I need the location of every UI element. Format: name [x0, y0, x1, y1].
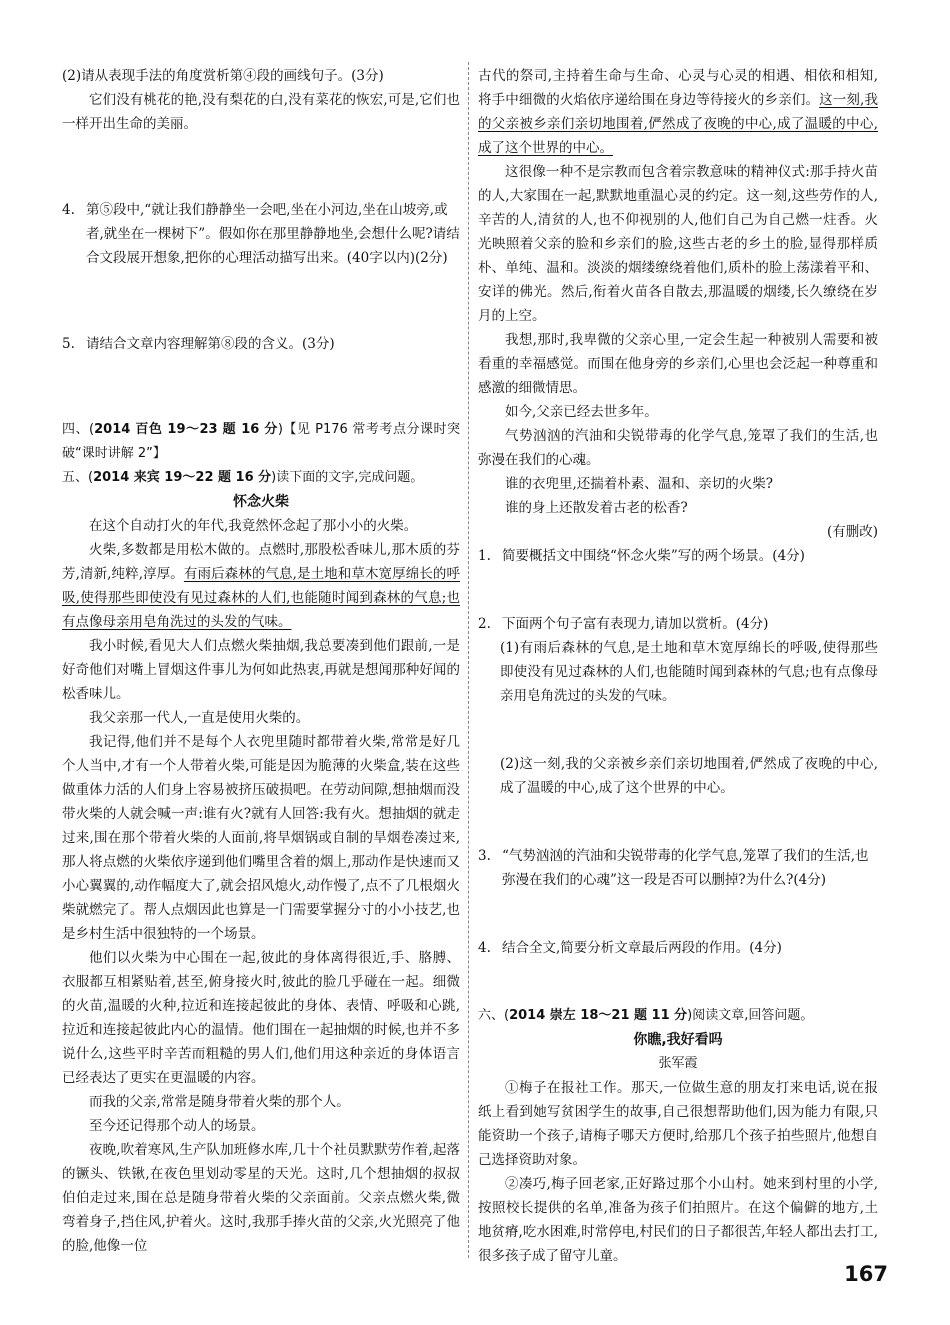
question-5 [62, 332, 460, 356]
article-paragraph: 夜晚,吹着寒风,生产队加班修水库,几十个社员默默劳作着,起落的镢头、铁锹,在夜色里划动零星的天光。这时,几个想抽烟的叔叔伯伯走过来,围在总是随身带着火柴的父亲面前。父亲点燃火柴,微弯着身子,挡住风,护着火。这时,我那手捧火苗的父亲,火光照亮了他的脸,他像一位 [62, 1142, 460, 1254]
left-column [62, 64, 460, 1258]
article-paragraph: 而我的父亲,常常是随身带着火柴的那个人。 [89, 1094, 350, 1110]
question-number: 3. [478, 848, 491, 864]
article-paragraph: 火柴,多数都是用松木做的。点燃时,那股松香味儿,那木质的芬芳,清新,纯粹,淳厚。有雨后森林的气息,是土地和草木宽厚绵长的呼吸,使得那些即使没有见过森林的人们,也能随时闻到森林的气息;也有点像母亲用皂角洗过的头发的气味。 [62, 542, 461, 630]
question-2 [478, 612, 878, 636]
question-text: 请结合文章内容理解第⑧段的含义。(3分) [86, 336, 335, 352]
question-text: 下面两个句子富有表现力,请加以赏析。(4分) [502, 616, 769, 632]
underlined-sentence: 有雨后森林的气息,是土地和草木宽厚绵长的呼吸,使得那些即使没有见过森林的人们,也能随时闻到森林的气息;也有点像母亲用皂角洗过的头发的气味。 [62, 566, 461, 630]
question-text: “气势汹汹的汽油和尖锐带毒的化学气息,笼罩了我们的生活,也弥漫在我们的心魂”这一段是否可以删掉?为什么?(4分) [502, 848, 869, 888]
article-paragraph: 气势汹汹的汽油和尖锐带毒的化学气息,笼罩了我们的生活,也弥漫在我们的心魂。 [478, 428, 878, 468]
source-note: (有删改) [826, 524, 878, 540]
section-6-heading: 六、(2014 崇左 18～21 题 11 分)阅读文章,回答问题。 [478, 1008, 814, 1023]
question-4 [478, 936, 878, 960]
article-paragraph: ①梅子在报社工作。那天,一位做生意的朋友打来电话,说在报纸上看到她写贫困学生的故事,自己很想帮助他们,因为能力有限,只能资助一个孩子,请梅子哪天方便时,给那几个孩子拍些照片,他想自己选择资助对象。 [478, 1080, 878, 1168]
question-1 [478, 544, 878, 568]
right-column [478, 64, 878, 1268]
question-number: 4. [62, 202, 75, 218]
question-number: 4. [478, 940, 491, 956]
article-paragraph: 谁的衣兜里,还揣着朴素、温和、亲切的火柴? [505, 476, 774, 492]
article-paragraph: 在这个自动打火的年代,我竟然怀念起了那小小的火柴。 [89, 518, 418, 534]
article-paragraph: 古代的祭司,主持着生命与生命、心灵与心灵的相遇、相依和相知,将手中细微的火焰依序递给围在身边等待接火的乡亲们。这一刻,我的父亲被乡亲们亲切地围着,俨然成了夜晚的中心,成了温暖的中心,成了这个世界的中心。 [478, 68, 878, 156]
question-3 [478, 844, 878, 892]
question-2-quote: 它们没有桃花的艳,没有梨花的白,没有菜花的恢宏,可是,它们也一样开出生命的美丽。 [62, 92, 460, 132]
article-paragraph: 他们以火柴为中心围在一起,彼此的身体离得很近,手、胳膊、衣服都互相紧贴着,甚至,俯身接火时,彼此的脸几乎碰在一起。细微的火苗,温暖的火种,拉近和连接起彼此的身体、表情、呼吸和心跳,拉近和连接起彼此内心的温情。他们围在一起抽烟的时候,也并不多说什么,这些平时辛苦而粗糙的男人们,他们用这种亲近的身体语言已经表达了更实在更温暖的内容。 [62, 950, 460, 1086]
page-number: 167 [844, 1262, 888, 1286]
question-text: 第⑤段中,“就让我们静静坐一会吧,坐在小河边,坐在山坡旁,或者,就坐在一棵树下”。假如你在那里静静地坐,会想什么呢?请结合文段展开想象,把你的心理活动描写出来。(40字以内)(2分) [86, 202, 460, 266]
question-2-sub-1: (1)有雨后森林的气息,是土地和草木宽厚绵长的呼吸,使得那些即使没有见过森林的人们,也能随时闻到森林的气息;也有点像母亲用皂角洗过的头发的气味。 [500, 640, 878, 704]
article-paragraph: 这很像一种不是宗教而包含着宗教意味的精神仪式:那手持火苗的人,大家围在一起,默默地重温心灵的约定。这一刻,这些劳作的人,辛苦的人,清贫的人,也不仰视别的人,他们自己为自己燃一炷香。火光映照着父亲的脸和乡亲们的脸,这些古老的乡土的脸,显得那样质朴、单纯、温和。淡淡的烟缕缭绕着他们,质朴的脸上荡漾着平和、安详的佛光。然后,衔着火苗各自散去,那温暖的烟缕,长久缭绕在岁月的上空。 [478, 164, 878, 324]
question-number: 2. [478, 616, 491, 632]
question-text: 简要概括文中围绕“怀念火柴”写的两个场景。(4分) [502, 548, 805, 564]
question-2-sub-2: (2)这一刻,我的父亲被乡亲们亲切地围着,俨然成了夜晚的中心,成了温暖的中心,成了这个世界的中心。 [500, 756, 878, 796]
question-number: 5. [62, 336, 75, 352]
article-2-author: 张军霞 [658, 1056, 698, 1071]
article-title: 怀念火柴 [233, 494, 289, 510]
article-paragraph: ②凑巧,梅子回老家,正好路过那个小山村。她来到村里的小学,按照校长提供的名单,准备为孩子们拍照片。在这个偏僻的地方,土地贫瘠,吃水困难,时常停电,村民们的日子都很苦,年轻人都出去打工,很多孩子成了留守儿童。 [478, 1176, 878, 1264]
section-4-heading: 四、(2014 百色 19～23 题 16 分)【见 P176 常考考点分课时突破“课时讲解 2”】 [62, 422, 460, 461]
article-paragraph: 我小时候,看见大人们点燃火柴抽烟,我总要凑到他们跟前,一是好奇他们对嘴上冒烟这件事儿为何如此热衷,再就是想闻那种好闻的松香味儿。 [62, 638, 460, 702]
article-paragraph: 我想,那时,我卑微的父亲心里,一定会生起一种被别人需要和被看重的幸福感觉。而围在他身旁的乡亲们,心里也会泛起一种尊重和感激的细微情思。 [478, 332, 878, 396]
article-paragraph: 如今,父亲已经去世多年。 [505, 404, 658, 420]
article-paragraph: 我记得,他们并不是每个人衣兜里随时都带着火柴,常常是好几个人当中,才有一个人带着火柴,可能是因为脆薄的火柴盒,装在这些做重体力活的人们身上容易被挤压破损吧。在劳动间隙,想抽烟而没带火柴的人就会喊一声:谁有火?就有人回答:我有火。想抽烟的就走过来,围在那个带着火柴的人面前,将旱烟锅或自制的旱烟卷凑过来,那人将点燃的火柴依序递到他们嘴里含着的烟上,那动作是快速而又小心翼翼的,动作幅度大了,就会招风熄火,动作慢了,点不了几根烟火柴就燃完了。帮人点烟因此也算是一门需要掌握分寸的小小技艺,也是乡村生活中很独特的一个场景。 [62, 734, 460, 942]
question-4 [62, 198, 460, 270]
column-divider [468, 62, 469, 1258]
article-paragraph: 谁的身上还散发着古老的松香? [505, 500, 688, 516]
section-5-heading: 五、(2014 来宾 19～22 题 16 分)读下面的文字,完成问题。 [62, 470, 424, 485]
question-number: 1. [478, 548, 491, 564]
question-text: 结合全文,简要分析文章最后两段的作用。(4分) [502, 940, 782, 956]
question-2-prompt: (2)请从表现手法的角度赏析第④段的画线句子。(3分) [62, 68, 384, 84]
underlined-sentence: 这一刻,我的父亲被乡亲们亲切地围着,俨然成了夜晚的中心,成了温暖的中心,成了这个世界的中心。 [478, 92, 878, 156]
article-paragraph: 我父亲那一代人,一直是使用火柴的。 [89, 710, 310, 726]
article-paragraph: 至今还记得那个动人的场景。 [89, 1118, 265, 1134]
article-2-title: 你瞧,我好看吗 [633, 1032, 723, 1048]
